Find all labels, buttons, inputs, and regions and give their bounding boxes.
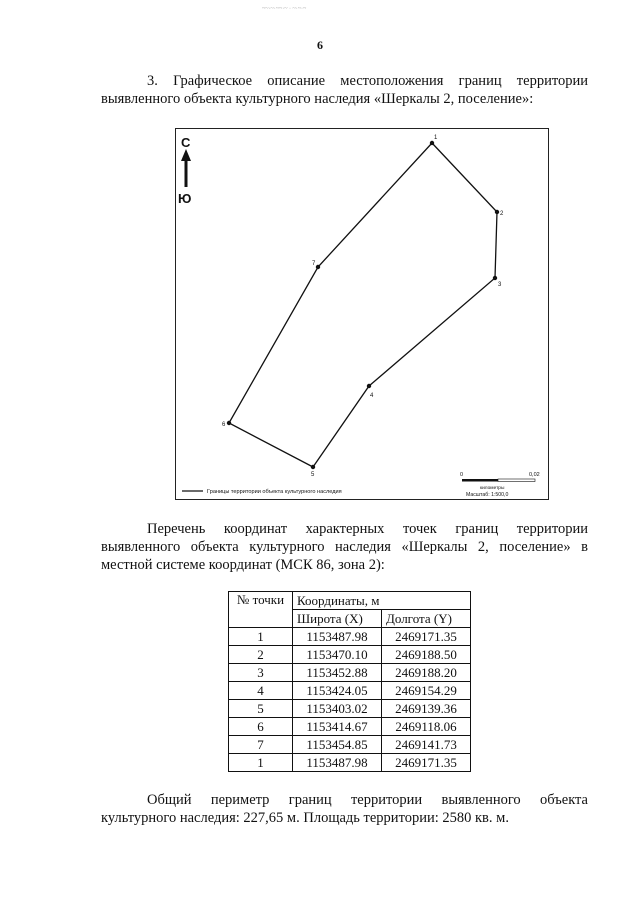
boundary-point-2 — [495, 210, 499, 214]
cell-x: 1153414.67 — [293, 718, 382, 736]
summary-line-1: Общий периметр границ территории выявленного объекта — [147, 792, 588, 808]
point-label-6: 6 — [222, 422, 226, 428]
table-row — [229, 646, 471, 664]
point-label-7: 7 — [312, 261, 316, 267]
scan-artifact: ~~·~·~~·~ · ~·~·~ — [262, 6, 307, 12]
cell-point: 1 — [229, 754, 293, 772]
scale-bar — [460, 472, 540, 498]
scale-start-label: 0 — [460, 472, 464, 478]
cell-x: 1153487.98 — [293, 754, 382, 772]
north-arrow — [178, 135, 191, 206]
boundary-point-3 — [493, 276, 497, 280]
table-row — [229, 754, 471, 772]
intro-line-1: Перечень координат характерных точек границ территории — [147, 521, 588, 537]
boundary-polygon — [229, 143, 497, 467]
cell-point: 6 — [229, 718, 293, 736]
cell-y: 2469139.36 — [382, 700, 471, 718]
header-x: Широта (X) — [293, 610, 382, 628]
intro-line-3: местной системе координат (МСК 86, зона 2): — [101, 557, 385, 573]
scale-bar-light — [498, 479, 535, 482]
summary-paragraph — [101, 791, 588, 827]
legend-label: Границы территории объекта культурного наследия — [207, 489, 342, 495]
table-row — [229, 682, 471, 700]
point-label-1: 1 — [434, 135, 438, 141]
boundary-point-1 — [430, 141, 434, 145]
point-label-4: 4 — [370, 393, 374, 399]
cell-point: 7 — [229, 736, 293, 754]
cell-x: 1153454.85 — [293, 736, 382, 754]
table-row — [229, 664, 471, 682]
north-arrow-head — [181, 149, 191, 161]
map-legend — [182, 489, 342, 495]
table-row — [229, 736, 471, 754]
header-point: № точки — [229, 592, 293, 628]
table-row — [229, 628, 471, 646]
map-canvas — [176, 129, 548, 499]
page-number: 6 — [317, 38, 323, 52]
cell-y: 2469171.35 — [382, 754, 471, 772]
point-label-3: 3 — [498, 282, 502, 288]
coordinates-table — [228, 591, 471, 772]
cell-x: 1153403.02 — [293, 700, 382, 718]
scale-ratio-text: Масштаб: 1:500,0 — [466, 492, 509, 498]
point-label-5: 5 — [311, 472, 315, 478]
cell-point: 5 — [229, 700, 293, 718]
boundary-point-5 — [311, 465, 315, 469]
cell-point: 4 — [229, 682, 293, 700]
cell-x: 1153487.98 — [293, 628, 382, 646]
table-row — [229, 700, 471, 718]
summary-line-2: культурного наследия: 227,65 м. Площадь территории: 2580 кв. м. — [101, 810, 509, 826]
heading-line-1: 3. Графическое описание местоположения границ территории — [147, 73, 588, 89]
table-header-row — [229, 592, 471, 610]
heading-line-2: выявленного объекта культурного наследия «Шеркалы 2, поселение»: — [101, 91, 534, 107]
coordinates-intro — [101, 520, 588, 574]
boundary-point-7 — [316, 265, 320, 269]
cell-x: 1153452.88 — [293, 664, 382, 682]
table-row — [229, 718, 471, 736]
header-coords: Координаты, м — [293, 592, 471, 610]
cell-x: 1153424.05 — [293, 682, 382, 700]
cell-y: 2469118.06 — [382, 718, 471, 736]
boundary-point-6 — [227, 421, 231, 425]
boundary-map — [175, 128, 549, 500]
scale-bar-dark — [462, 479, 498, 482]
boundary-point-4 — [367, 384, 371, 388]
cell-y: 2469154.29 — [382, 682, 471, 700]
north-label: С — [181, 135, 191, 150]
cell-y: 2469188.50 — [382, 646, 471, 664]
section-heading — [101, 72, 588, 108]
cell-point: 1 — [229, 628, 293, 646]
cell-y: 2469188.20 — [382, 664, 471, 682]
cell-y: 2469141.73 — [382, 736, 471, 754]
cell-point: 3 — [229, 664, 293, 682]
boundary-points — [227, 141, 499, 469]
scale-end-label: 0,02 — [529, 472, 540, 478]
south-label: Ю — [178, 191, 192, 206]
cell-x: 1153470.10 — [293, 646, 382, 664]
cell-y: 2469171.35 — [382, 628, 471, 646]
intro-line-2: выявленного объекта культурного наследия «Шеркалы 2, поселение» в — [101, 539, 588, 555]
header-y: Долгота (Y) — [382, 610, 471, 628]
point-label-2: 2 — [500, 211, 504, 217]
scale-unit-label: километры — [480, 486, 505, 491]
cell-point: 2 — [229, 646, 293, 664]
